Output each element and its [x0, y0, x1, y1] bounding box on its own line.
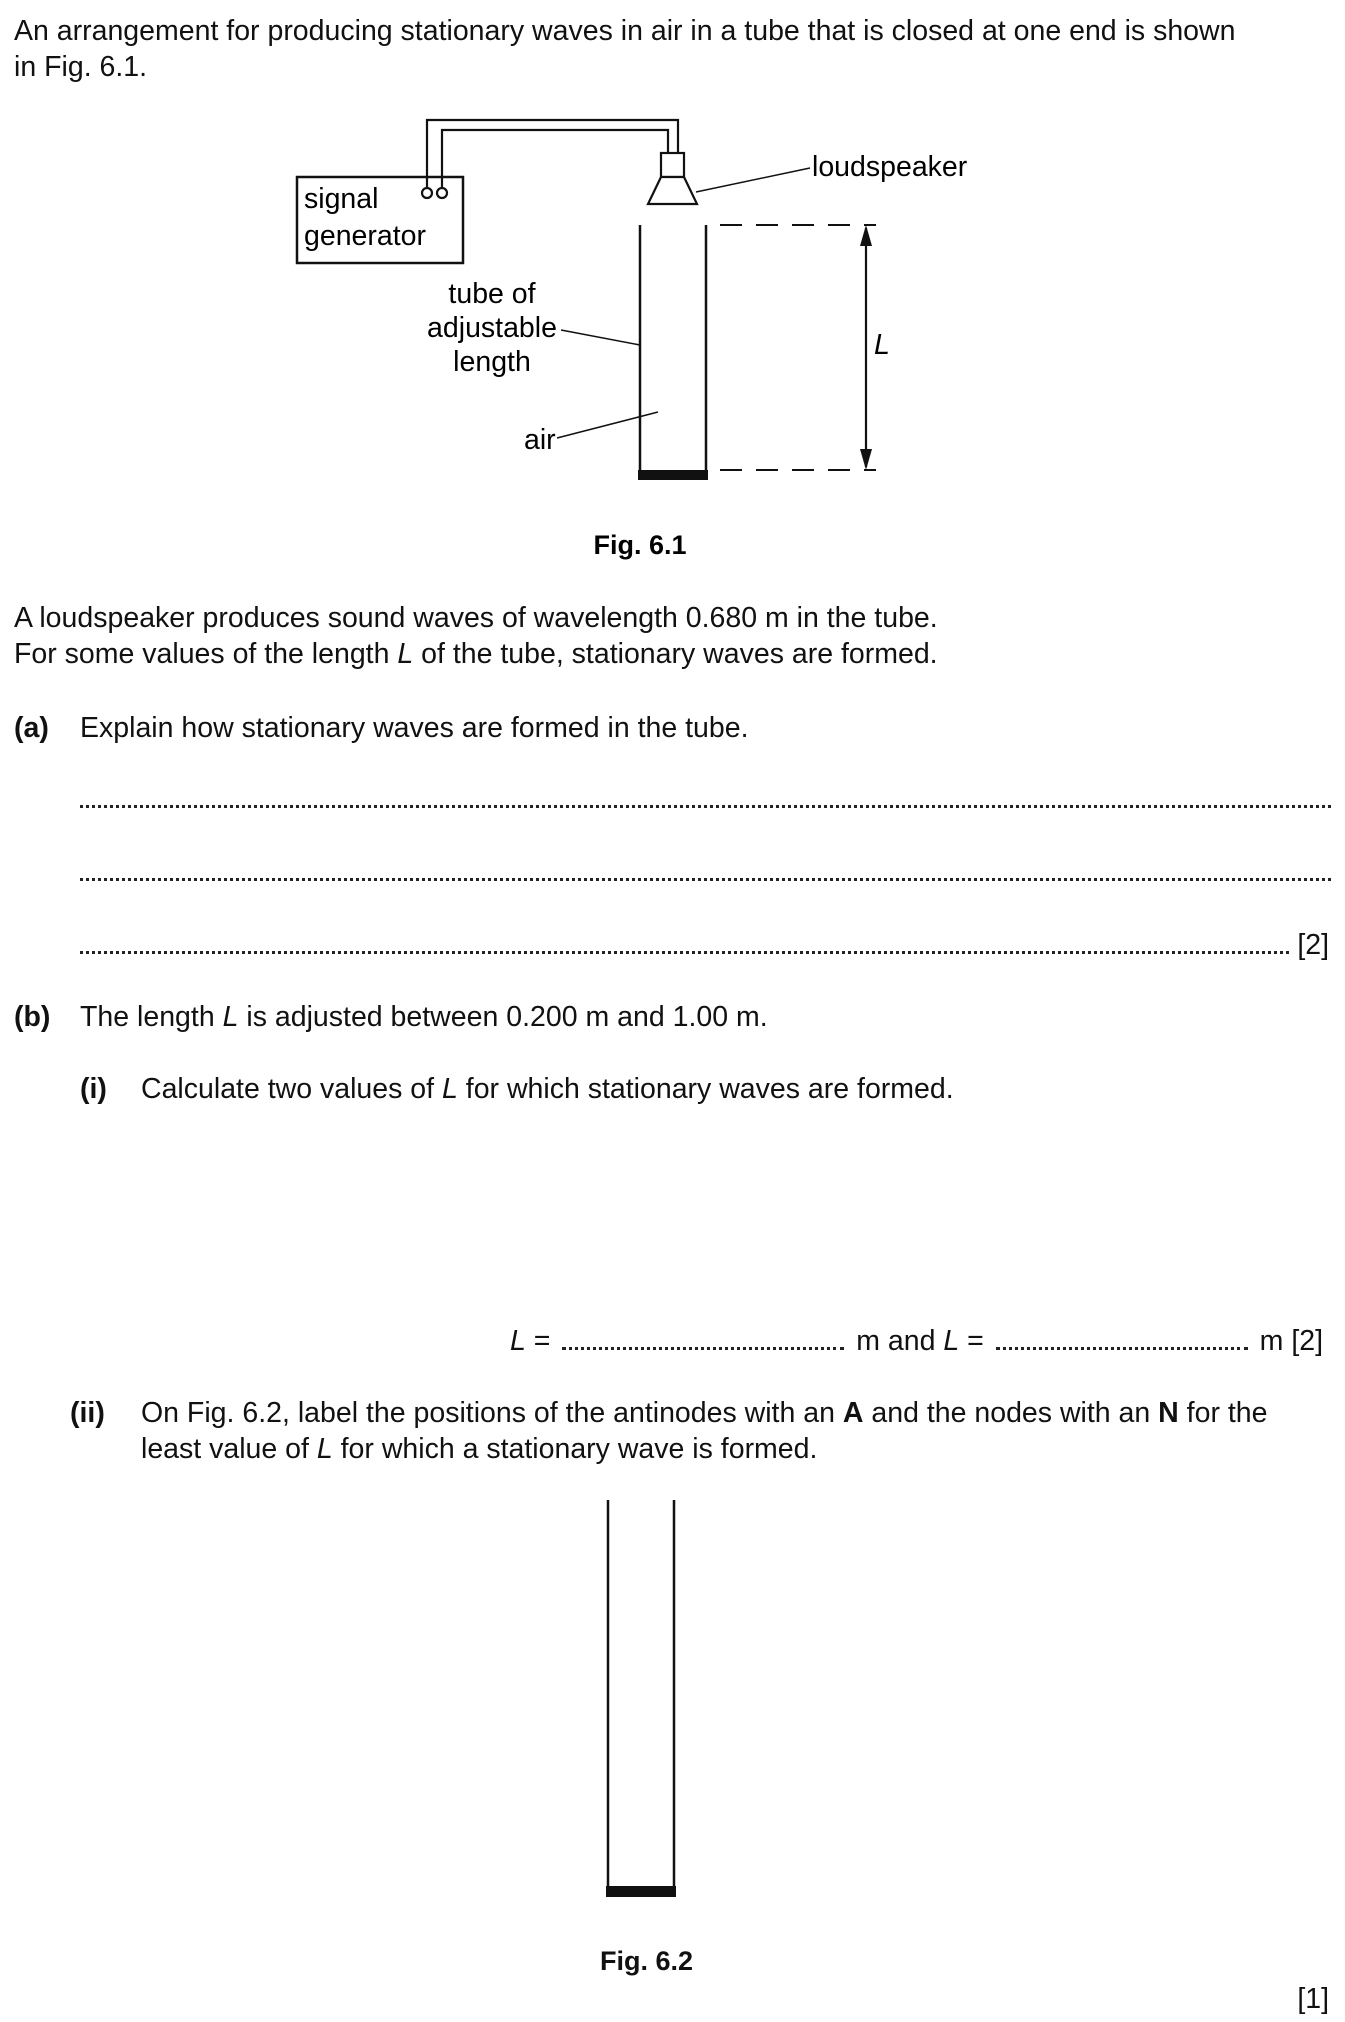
part-b-ii-label: (ii) — [70, 1397, 105, 1429]
loudspeaker-label: loudspeaker — [812, 151, 968, 183]
wire-inner — [442, 130, 668, 188]
answer-line-a-1[interactable] — [80, 805, 1331, 808]
part-a-question: Explain how stationary waves are formed in the tube. — [80, 712, 749, 744]
loudspeaker-magnet — [661, 153, 684, 177]
air-label: air — [524, 424, 556, 456]
terminal-1 — [422, 188, 432, 198]
intro-line-2: in Fig. 6.1. — [14, 51, 148, 83]
part-b-label: (b) — [14, 1001, 51, 1033]
answer-line-a-2[interactable] — [80, 878, 1331, 881]
generator-label: generator — [304, 220, 427, 252]
fig-6-2-caption-text: Fig. 6.2 — [600, 1946, 694, 1976]
intro-line-1: An arrangement for producing stationary waves in air in a tube that is closed at one end is shown — [14, 15, 1236, 47]
part-b-i-answer-row: L = m and L = m [2] — [510, 1325, 1324, 1357]
part-b-i-question: Calculate two values of L for which stationary waves are formed. — [141, 1073, 954, 1105]
part-b-question: The length L is adjusted between 0.200 m and 1.00 m. — [80, 1001, 768, 1033]
part-b-i-label: (i) — [80, 1073, 107, 1105]
part-b-ii-marks: [1] — [1297, 1983, 1329, 2015]
answer-line-a-3[interactable] — [80, 951, 1289, 954]
length-arrow-head-up — [860, 225, 872, 246]
tube-closed-end — [638, 470, 708, 480]
length-arrow-head-down — [860, 449, 872, 470]
tube-leader — [561, 330, 640, 345]
part-b-ii-line-1: On Fig. 6.2, label the positions of the antinodes with an A and the nodes with an N for the — [141, 1397, 1268, 1429]
loudspeaker-leader — [696, 168, 810, 192]
loudspeaker-cone — [648, 177, 697, 204]
stem-line-1: A loudspeaker produces sound waves of wavelength 0.680 m in the tube. — [14, 602, 938, 634]
part-a-label: (a) — [14, 712, 49, 744]
answer-field-l1[interactable] — [562, 1347, 844, 1350]
fig-6-2-diagram — [0, 1490, 1345, 1950]
signal-label: signal — [304, 183, 379, 215]
part-a-marks: [2] — [1297, 929, 1329, 961]
stem-line-2: For some values of the length L of the tube, stationary waves are formed. — [14, 638, 938, 670]
answer-field-l2[interactable] — [996, 1347, 1248, 1350]
length-label: L — [874, 329, 890, 361]
tube-label-1: tube of — [448, 278, 536, 310]
tube2-closed-end — [606, 1886, 676, 1897]
fig-6-1-caption: Fig. 6.1 — [593, 530, 687, 560]
part-b-ii-line-2: least value of L for which a stationary wave is formed. — [141, 1433, 818, 1465]
terminal-2 — [437, 188, 447, 198]
air-leader — [557, 412, 658, 438]
tube-label-3: length — [453, 346, 531, 378]
fig-6-1-diagram — [0, 110, 1345, 590]
tube-label-2: adjustable — [427, 312, 557, 344]
